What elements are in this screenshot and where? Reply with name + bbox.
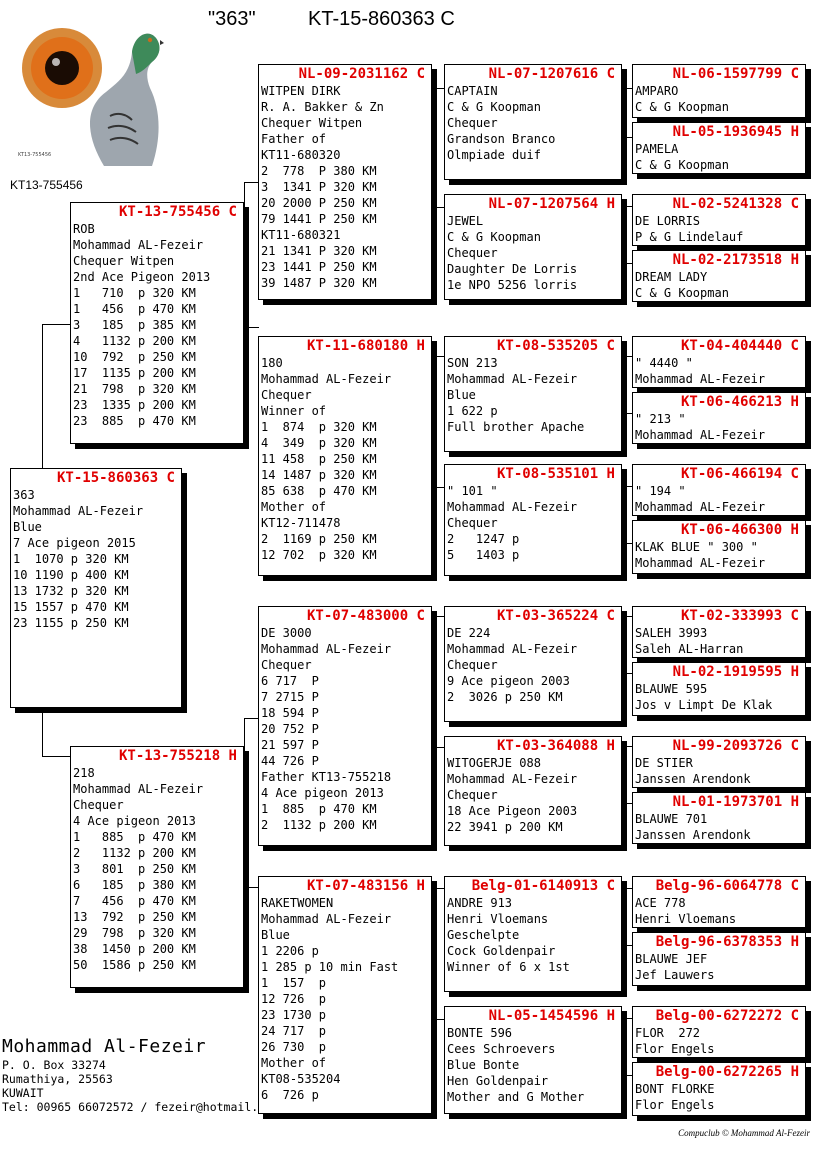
ring-number: Belg-96-6378353 H [655,934,799,950]
detail-line: 2 1169 p 250 KM [261,532,377,546]
pigeon-name-line: SON 213 [447,356,498,370]
detail-line: Mother of [261,500,327,514]
ring-number: KT-03-364088 H [496,738,615,754]
detail-line: Henri Vloemans [635,912,737,926]
ggp-card-6 [444,736,622,846]
detail-line: Full brother Apache [447,420,585,434]
pigeon-photo [14,16,164,166]
detail-line: 1 456 p 470 KM [73,302,196,316]
ggp-card-5 [444,606,622,722]
detail-line: 1 710 p 320 KM [73,286,196,300]
ring-number: KT-07-483000 C [306,608,425,624]
pigeon-name-line: PAMELA [635,142,679,156]
gggp-card-4 [632,250,806,302]
detail-line: 6 726 p [261,1088,319,1102]
country: KUWAIT [2,1086,44,1100]
detail-line: Chequer Witpen [261,116,363,130]
detail-line: Hen Goldenpair [447,1074,549,1088]
ggp-card-7 [444,876,622,992]
detail-line: Daughter De Lorris [447,262,578,276]
detail-line: Chequer [447,516,498,530]
detail-line: Chequer [261,388,312,402]
detail-line: Mohammad AL-Fezeir [635,428,766,442]
pigeon-name-line: 218 [73,766,95,780]
detail-line: Chequer [447,788,498,802]
detail-line: Mohammad AL-Fezeir [447,642,578,656]
gggp-card-14 [632,932,806,986]
detail-line: 21 597 P [261,738,319,752]
subject-card [10,468,182,708]
detail-line: 50 1586 p 250 KM [73,958,196,972]
gggp-card-5 [632,336,806,388]
pigeon-name-line: DE 224 [447,626,491,640]
ring-number: NL-06-1597799 C [672,66,799,82]
detail-line: Grandson Branco [447,132,556,146]
detail-line: Father of [261,132,327,146]
pigeon-name-line: JEWEL [447,214,484,228]
detail-line: 2 1132 p 200 KM [73,846,196,860]
detail-line: 9 Ace pigeon 2003 [447,674,570,688]
ring-number: KT-02-333993 C [680,608,799,624]
detail-line: 1 1070 p 320 KM [13,552,129,566]
detail-line: 7 2715 P [261,690,319,704]
owner-contact [2,1036,258,1114]
detail-line: 23 1441 P 250 KM [261,260,377,274]
pigeon-name-line: RAKETWOMEN [261,896,334,910]
owner-name: Mohammad Al-Fezeir [2,1036,207,1057]
detail-line: Janssen Arendonk [635,772,751,786]
ggp-card-2 [444,194,622,300]
ring-number: KT-13-755218 H [118,748,237,764]
ring-number: KT-13-755456 C [118,204,237,220]
detail-line: 24 717 p [261,1024,327,1038]
pigeon-name-line: DE LORRIS [635,214,701,228]
pigeon-name-line: SALEH 3993 [635,626,708,640]
detail-line: 1 285 p 10 min Fast [261,960,399,974]
ggp-card-1 [444,64,622,180]
pigeon-name-line: 180 [261,356,283,370]
ring-number: Belg-01-6140913 C [471,878,615,894]
pigeon-name-line: WITPEN DIRK [261,84,341,98]
detail-line: 13 792 p 250 KM [73,910,196,924]
detail-line: Mother of [261,1056,327,1070]
ring-number: KT-03-365224 C [496,608,615,624]
ring-number: KT-08-535205 C [496,338,615,354]
detail-line: 15 1557 p 470 KM [13,600,129,614]
ggp-card-3 [444,336,622,452]
detail-line: Blue [261,928,290,942]
detail-line: C & G Koopman [447,230,541,244]
detail-line: 39 1487 P 320 KM [261,276,377,290]
ring-number: KT-11-680180 H [306,338,425,354]
pigeon-name-line: DE STIER [635,756,693,770]
detail-line: 2 1247 p [447,532,520,546]
pigeon-name-line: DREAM LADY [635,270,708,284]
ring-number: NL-07-1207616 C [488,66,615,82]
pigeon-name-line: AMPARO [635,84,679,98]
gggp-card-12 [632,792,806,844]
ring-number: KT-06-466194 C [680,466,799,482]
detail-line: Mohammad AL-Fezeir [635,372,766,386]
gggp-card-13 [632,876,806,928]
detail-line: Blue [13,520,42,534]
gggp-card-9 [632,606,806,658]
detail-line: Cees Schroevers [447,1042,556,1056]
detail-line: 20 2000 P 250 KM [261,196,377,210]
detail-line: 6 717 P [261,674,319,688]
detail-line: Chequer [261,658,312,672]
grandsire-dam-card [258,606,432,846]
detail-line: Winner of [261,404,327,418]
pigeon-name-line: ANDRE 913 [447,896,513,910]
pigeon-name-line: BLAUWE 701 [635,812,708,826]
detail-line: Geschelpte [447,928,520,942]
detail-line: 1 874 p 320 KM [261,420,377,434]
photo-caption: KT13-755456 [18,152,52,158]
detail-line: Janssen Arendonk [635,828,751,842]
detail-line: Flor Engels [635,1042,715,1056]
detail-line: Mohammad AL-Fezeir [635,500,766,514]
detail-line: Mohammad AL-Fezeir [447,772,578,786]
detail-line: 79 1441 P 250 KM [261,212,377,226]
detail-line: Henri Vloemans [447,912,549,926]
ring-number: NL-02-5241328 C [672,196,799,212]
ring-number: KT-04-404440 C [680,338,799,354]
detail-line: Cock Goldenpair [447,944,556,958]
detail-line: C & G Koopman [635,158,729,172]
detail-line: Blue [447,388,476,402]
detail-line: KT11-680320 [261,148,341,162]
gggp-card-16 [632,1062,806,1116]
detail-line: 23 885 p 470 KM [73,414,196,428]
ggp-card-4 [444,464,622,576]
detail-line: C & G Koopman [447,100,541,114]
detail-line: 14 1487 p 320 KM [261,468,377,482]
detail-line: 1 2206 p [261,944,319,958]
detail-line: 1e NPO 5256 lorris [447,278,578,292]
grandsire-sire-card [258,64,432,300]
detail-line: 1 157 p [261,976,327,990]
ring-number: Belg-00-6272265 H [655,1064,799,1080]
gggp-card-7 [632,464,806,516]
pigeon-name-line: BONTE 596 [447,1026,513,1040]
detail-line: 10 792 p 250 KM [73,350,196,364]
granddam-dam-card [258,876,432,1114]
detail-line: Mohammad AL-Fezeir [73,782,204,796]
detail-line: Winner of 6 x 1st [447,960,570,974]
ring-number: NL-99-2093726 C [672,738,799,754]
gggp-card-8 [632,520,806,574]
detail-line: 23 1155 p 250 KM [13,616,129,630]
detail-line: 2 3026 p 250 KM [447,690,563,704]
gggp-card-2 [632,122,806,174]
detail-line: 3 1341 P 320 KM [261,180,377,194]
detail-line: Mother and G Mother [447,1090,585,1104]
owner-ring: KT13-755456 [10,178,83,192]
detail-line: 3 185 p 385 KM [73,318,196,332]
dam-card [70,746,244,988]
detail-line: P & G Lindelauf [635,230,744,244]
ring-number: KT-07-483156 H [306,878,425,894]
contact-line: Tel: 00965 66072572 / fezeir@hotmail. [2,1100,259,1114]
pigeon-name-line: BONT FLORKE [635,1082,715,1096]
detail-line: R. A. Bakker & Zn [261,100,384,114]
detail-line: 1 622 p [447,404,498,418]
pigeon-ring-title: KT-15-860363 C [308,8,455,30]
pigeon-name-line: DE 3000 [261,626,312,640]
detail-line: C & G Koopman [635,100,729,114]
detail-line: C & G Koopman [635,286,729,300]
ring-number: KT-15-860363 C [56,470,175,486]
detail-line: 4 Ace pigeon 2013 [261,786,384,800]
detail-line: 12 702 p 320 KM [261,548,377,562]
detail-line: 20 752 P [261,722,319,736]
detail-line: 7 Ace pigeon 2015 [13,536,136,550]
detail-line: Mohammad AL-Fezeir [447,372,578,386]
detail-line: 6 185 p 380 KM [73,878,196,892]
detail-line: Olmpiade duif [447,148,541,162]
ggp-card-8 [444,1006,622,1114]
detail-line: Jef Lauwers [635,968,715,982]
detail-line: Mohammad AL-Fezeir [635,556,766,570]
detail-line: Father KT13-755218 [261,770,392,784]
ring-number: NL-09-2031162 C [298,66,425,82]
ring-number: KT-06-466300 H [680,522,799,538]
detail-line: 22 3941 p 200 KM [447,820,563,834]
gggp-card-10 [632,662,806,716]
pigeon-name-line: KLAK BLUE " 300 " [635,540,758,554]
detail-line: 1 885 p 470 KM [73,830,196,844]
detail-line: 85 638 p 470 KM [261,484,377,498]
pigeon-name-line: ACE 778 [635,896,686,910]
detail-line: 4 349 p 320 KM [261,436,377,450]
detail-line: 13 1732 p 320 KM [13,584,129,598]
pigeon-name-line: WITOGERJE 088 [447,756,541,770]
detail-line: 10 1190 p 400 KM [13,568,129,582]
detail-line: KT08-535204 [261,1072,341,1086]
gggp-card-3 [632,194,806,246]
pigeon-name-line: FLOR 272 [635,1026,701,1040]
detail-line: Chequer Witpen [73,254,175,268]
detail-line: KT12-711478 [261,516,341,530]
detail-line: 4 Ace pigeon 2013 [73,814,196,828]
ring-number: Belg-00-6272272 C [655,1008,799,1024]
ring-number: KT-06-466213 H [680,394,799,410]
detail-line: Blue Bonte [447,1058,520,1072]
ring-number: NL-02-1919595 H [672,664,799,680]
pigeon-name-line: " 213 " [635,412,686,426]
ring-number: NL-02-2173518 H [672,252,799,268]
ring-number: NL-01-1973701 H [672,794,799,810]
pigeon-name-line: ROB [73,222,95,236]
detail-line: Flor Engels [635,1098,715,1112]
detail-line: Jos v Limpt De Klak [635,698,773,712]
pigeon-name-line: CAPTAIN [447,84,498,98]
detail-line: 7 456 p 470 KM [73,894,196,908]
sire-card [70,202,244,444]
gggp-card-15 [632,1006,806,1058]
detail-line: 38 1450 p 200 KM [73,942,196,956]
ring-number: Belg-96-6064778 C [655,878,799,894]
detail-line: Saleh AL-Harran [635,642,744,656]
detail-line: Mohammad AL-Fezeir [261,642,392,656]
detail-line: Mohammad AL-Fezeir [447,500,578,514]
detail-line: Chequer [447,658,498,672]
detail-line: Mohammad AL-Fezeir [13,504,144,518]
detail-line: 1 885 p 470 KM [261,802,377,816]
detail-line: 2 778 P 380 KM [261,164,377,178]
detail-line: Chequer [73,798,124,812]
detail-line: 18 Ace Pigeon 2003 [447,804,578,818]
pigeon-name-line: 363 [13,488,35,502]
detail-line: 44 726 P [261,754,319,768]
detail-line: 21 1341 P 320 KM [261,244,377,258]
detail-line: 5 1403 p [447,548,520,562]
detail-line: Chequer [447,116,498,130]
gggp-card-11 [632,736,806,788]
detail-line: Mohammad AL-Fezeir [261,372,392,386]
pigeon-name: "363" [208,8,256,30]
detail-line: 2 1132 p 200 KM [261,818,377,832]
pigeon-name-line: " 194 " [635,484,686,498]
detail-line: 23 1730 p [261,1008,327,1022]
software-credit: Compuclub © Mohammad Al-Fezeir [678,1128,810,1138]
gggp-card-1 [632,64,806,118]
detail-line: 18 594 P [261,706,319,720]
ring-number: KT-08-535101 H [496,466,615,482]
pigeon-name-line: BLAUWE JEF [635,952,708,966]
address-line-1: P. O. Box 33274 [2,1058,106,1072]
detail-line: KT11-680321 [261,228,341,242]
detail-line: Mohammad AL-Fezeir [73,238,204,252]
detail-line: Mohammad AL-Fezeir [261,912,392,926]
ring-number: NL-05-1454596 H [488,1008,615,1024]
detail-line: 29 798 p 320 KM [73,926,196,940]
granddam-sire-card [258,336,432,576]
detail-line: 12 726 p [261,992,327,1006]
detail-line: 11 458 p 250 KM [261,452,377,466]
detail-line: 26 730 p [261,1040,327,1054]
detail-line: 17 1135 p 200 KM [73,366,196,380]
detail-line: 2nd Ace Pigeon 2013 [73,270,211,284]
pigeon-name-line: BLAUWE 595 [635,682,708,696]
gggp-card-6 [632,392,806,444]
pigeon-name-line: " 4440 " [635,356,693,370]
detail-line: 3 801 p 250 KM [73,862,196,876]
detail-line: 23 1335 p 200 KM [73,398,196,412]
detail-line: Chequer [447,246,498,260]
address-line-2: Rumathiya, 25563 [2,1072,113,1086]
ring-number: NL-07-1207564 H [488,196,615,212]
pigeon-name-line: " 101 " [447,484,498,498]
ring-number: NL-05-1936945 H [672,124,799,140]
detail-line: 21 798 p 320 KM [73,382,196,396]
detail-line: 4 1132 p 200 KM [73,334,196,348]
